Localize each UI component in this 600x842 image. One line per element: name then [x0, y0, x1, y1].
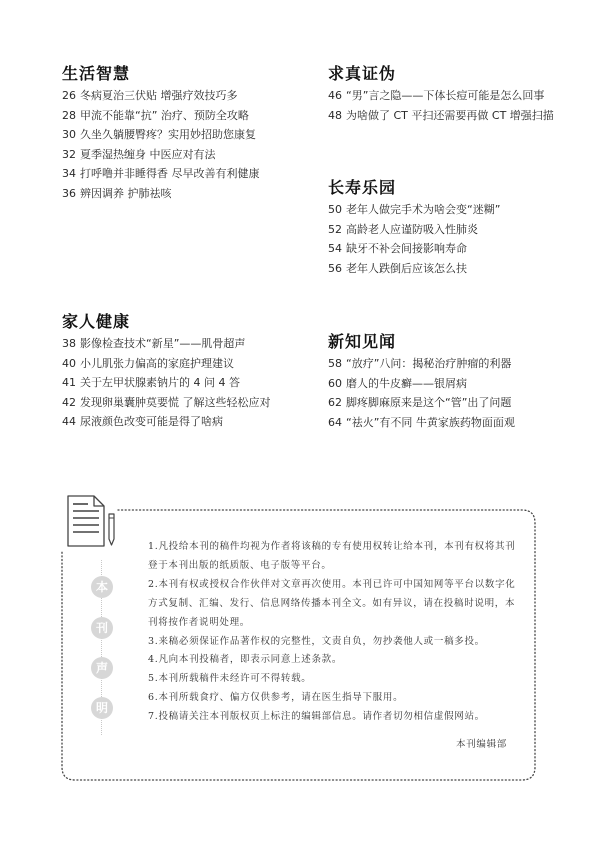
toc-item — [328, 106, 554, 126]
page-number: 46 — [328, 89, 342, 102]
article-title: 为啥做了 CT 平扫还需要再做 CT 增强扫描 — [346, 108, 554, 122]
document-pen-icon — [62, 492, 120, 552]
toc-item — [328, 393, 515, 413]
toc-item — [62, 106, 260, 126]
section-title: 家人健康 — [62, 312, 131, 331]
toc-item — [62, 393, 271, 413]
page-number: 48 — [328, 108, 342, 122]
notice-item: 4.凡向本刊投稿者，即表示同意上述条款。 — [148, 654, 343, 666]
toc-section-longevity — [328, 178, 500, 278]
article-title: 磨人的牛皮癣——银屑病 — [346, 376, 467, 390]
toc-item — [62, 184, 260, 204]
notice-badge-char: 明 — [91, 697, 113, 719]
toc-item — [328, 220, 500, 240]
article-title: 关于左甲状腺素钠片的 4 问 4 答 — [80, 376, 240, 390]
article-title: 高龄老人应谨防吸入性肺炎 — [346, 222, 478, 236]
article-title: 影像检查技术“新星”——肌骨超声 — [80, 337, 246, 350]
page-number: 30 — [62, 128, 76, 142]
notice-item: 3.来稿必须保证作品著作权的完整性，文责自负，勿抄袭他人或一稿多投。 — [148, 635, 485, 647]
article-title: 发现卵巢囊肿莫要慌 了解这些轻松应对 — [80, 395, 271, 409]
page-number: 50 — [328, 203, 342, 216]
page-number: 40 — [62, 356, 76, 370]
notice-item: 7.投稿请关注本刊版权页上标注的编辑部信息。请作者切勿相信虚假网站。 — [148, 711, 485, 723]
toc-item — [328, 374, 515, 394]
page-number: 32 — [62, 147, 76, 161]
toc-item — [62, 354, 271, 374]
page-number: 58 — [328, 357, 342, 370]
toc-section-truth-seeking — [328, 64, 554, 125]
toc-item — [328, 200, 500, 220]
notice-badge-char: 本 — [91, 576, 113, 598]
article-title: 小儿肌张力偏高的家庭护理建议 — [80, 356, 234, 370]
page-number: 34 — [62, 167, 76, 181]
section-title: 求真证伪 — [328, 64, 397, 83]
article-title: 尿液颜色改变可能是得了啥病 — [80, 415, 223, 429]
toc-item — [62, 164, 260, 184]
toc-section-family-health — [62, 312, 271, 432]
article-title: “男”言之隐——下体长痘可能是怎么回事 — [346, 89, 545, 102]
page-number: 52 — [328, 222, 342, 236]
page-number: 38 — [62, 337, 76, 350]
toc-item — [62, 412, 271, 432]
toc-section-life-wisdom — [62, 64, 260, 204]
article-title: 冬病夏治三伏贴 增强疗效技巧多 — [80, 89, 238, 102]
toc-item — [328, 354, 515, 374]
section-title: 新知见闻 — [328, 332, 397, 351]
toc-item — [62, 373, 271, 393]
toc-item — [328, 86, 554, 106]
article-title: 夏季湿热缠身 中医应对有法 — [80, 147, 216, 161]
article-title: 打呼噜并非睡得香 尽早改善有利健康 — [80, 167, 260, 181]
notice-item: 5.本刊所载稿件未经许可不得转载。 — [148, 673, 312, 685]
page-number: 42 — [62, 395, 76, 409]
section-title: 长寿乐园 — [328, 178, 397, 197]
toc-item — [328, 239, 500, 259]
notice-item: 2.本刊有权或授权合作伙伴对文章再次使用。本刊已许可中国知网等平台以数字化方式复制、汇编、发行、信息网络传播本刊全文。如有异议，请在投稿时说明，本刊将按作者说明处理。 — [148, 578, 516, 628]
toc-item — [62, 86, 260, 106]
article-title: 脚疼脚麻原来是这个“管”出了问题 — [346, 396, 512, 410]
page-number: 36 — [62, 186, 76, 200]
article-title: 老年人做完手术为啥会变“迷糊” — [346, 203, 501, 216]
page-number: 28 — [62, 108, 76, 122]
notice-list — [148, 538, 516, 727]
page-number: 54 — [328, 242, 342, 256]
section-title: 生活智慧 — [62, 64, 131, 83]
article-title: 久坐久躺腰臀疼？实用妙招助您康复 — [80, 128, 256, 142]
toc-item — [62, 145, 260, 165]
article-title: 老年人跌倒后应该怎么扶 — [346, 261, 467, 275]
page-number: 64 — [328, 415, 342, 429]
toc-section-new-knowledge — [328, 332, 515, 432]
notice-item: 1.凡投给本刊的稿件均视为作者将该稿的专有使用权转让给本刊，本刊有权将其刊登于本刊出版的纸质版、电子版等平台。 — [148, 541, 516, 571]
page-number: 41 — [62, 376, 76, 390]
toc-item — [62, 334, 271, 354]
notice-badge-char: 声 — [91, 657, 113, 679]
notice-badge-char: 刊 — [91, 617, 113, 639]
notice-item: 6.本刊所载食疗、偏方仅供参考，请在医生指导下服用。 — [148, 692, 404, 704]
page-number: 26 — [62, 89, 76, 102]
page-number: 56 — [328, 261, 342, 275]
page-number: 44 — [62, 415, 76, 429]
toc-item — [328, 259, 500, 279]
article-title: 甲流不能靠“抗” 治疗、预防全攻略 — [80, 108, 249, 122]
toc-item — [328, 413, 515, 433]
article-title: 缺牙不补会间接影响寿命 — [346, 242, 467, 256]
article-title: 辨因调养 护肺祛咳 — [80, 186, 172, 200]
toc-item — [62, 125, 260, 145]
notice-signature: 本刊编辑部 — [455, 739, 507, 750]
article-title: “放疗”八问：揭秘治疗肿瘤的利器 — [346, 357, 512, 370]
page-number: 62 — [328, 396, 342, 410]
page-number: 60 — [328, 376, 342, 390]
article-title: “祛火”有不同 牛黄家族药物面面观 — [346, 415, 515, 429]
